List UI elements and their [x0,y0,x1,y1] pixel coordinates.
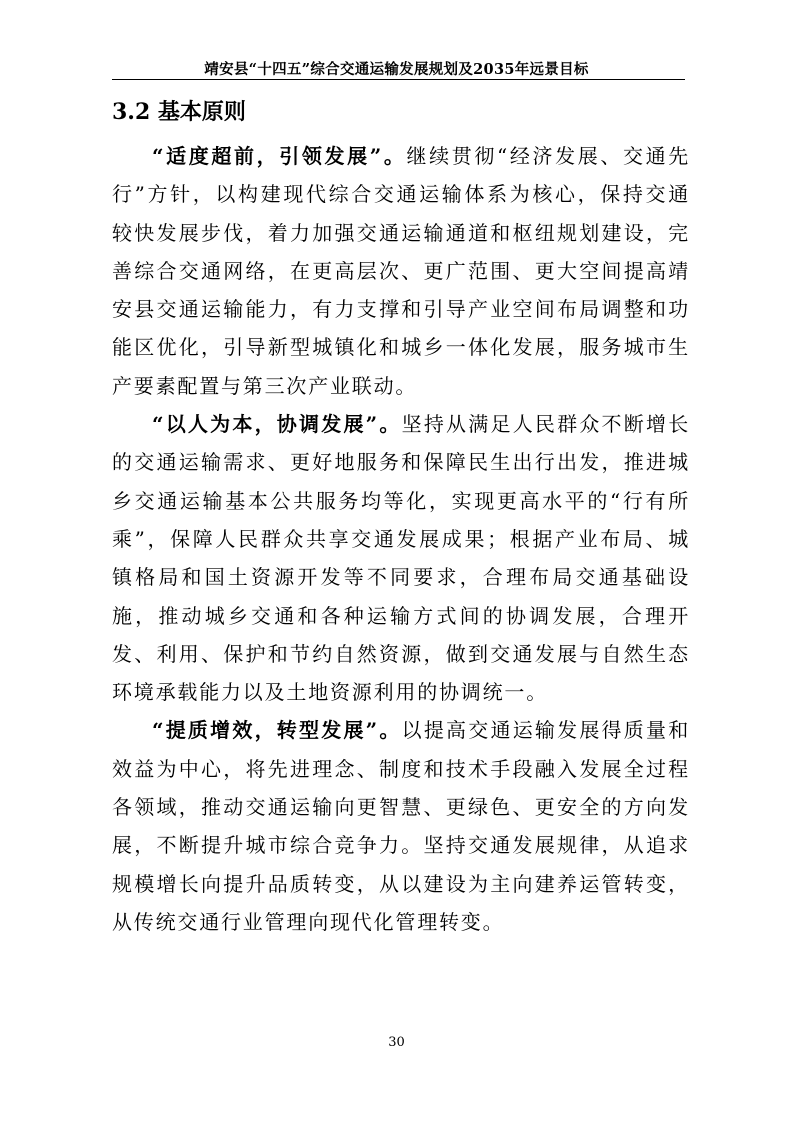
header-divider [112,79,685,80]
paragraph-body: 以提高交通运输发展得质量和效益为中心，将先进理念、制度和技术手段融入发展全过程各领域，推动交通运输向更智慧、更绿色、更安全的方向发展，不断提升城市综合竞争力。坚持交通发展规律，从追求规模增长向提升品质转变，从以建设为主向建养运管转变，从传统交通行业管理向现代化管理转变。 [112,718,691,934]
paragraph [112,711,690,941]
running-header: 靖安县“十四五”综合交通运输发展规划及2035年远景目标 [204,61,589,78]
paragraph-body: 继续贯彻“经济发展、交通先行”方针，以构建现代综合交通运输体系为核心，保持交通较快发展步伐，着力加强交通运输通道和枢纽规划建设，完善综合交通网络，在更高层次、更广范围、更大空间提高靖安县交通运输能力，有力支撑和引导产业空间布局调整和功能区优化，引导新型城镇化和城乡一体化发展，服务城市生产要素配置与第三次产业联动。 [112,144,691,398]
paragraph-lead: “适度超前，引领发展”。 [152,144,407,168]
paragraph-lead: “以人为本，协调发展”。 [152,412,402,437]
paragraph-lead: “提质增效，转型发展”。 [152,718,402,743]
page-number: 30 [388,1035,405,1050]
body-text [112,137,690,941]
paragraph-body: 坚持从满足人民群众不断增长的交通运输需求、更好地服务和保障民生出行出发，推进城乡交通运输基本公共服务均等化，实现更高水平的“行有所乘”，保障人民群众共享交通发展成果；根据产业布局、城镇格局和国土资源开发等不同要求，合理布局交通基础设施，推动城乡交通和各种运输方式间的协调发展，合理开发、利用、保护和节约自然资源，做到交通发展与自然生态环境承载能力以及土地资源利用的协调统一。 [112,412,691,705]
paragraph [112,137,690,405]
paragraph [112,405,690,711]
section-heading: 3.2 基本原则 [112,99,246,125]
